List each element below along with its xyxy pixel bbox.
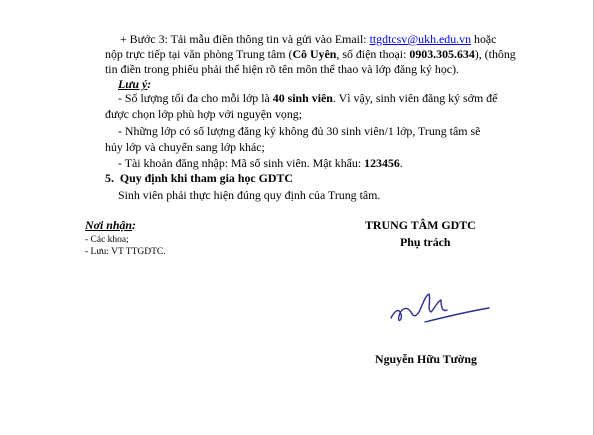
- note-text: .: [399, 156, 403, 170]
- step3-suffix: hoặc: [471, 32, 497, 46]
- org-name: TRUNG TÂM GDTC: [365, 218, 476, 232]
- step3-line-2: [105, 47, 516, 61]
- section-5-body: [118, 188, 380, 202]
- step3-line-1: [120, 32, 496, 46]
- note-item-1-line-2: [105, 107, 302, 121]
- note-item-2-line-1: [118, 124, 480, 138]
- step3-line-3: [105, 62, 459, 76]
- recipient-item: [85, 234, 129, 246]
- role-text: Phụ trách: [400, 235, 451, 249]
- section-number: 5.: [105, 171, 114, 185]
- contact-name: Cô Uyên: [292, 47, 337, 61]
- step3-text: nộp trực tiếp tại văn phòng Trung tâm (: [105, 47, 293, 61]
- note-title: [118, 77, 151, 91]
- step3-text: tin điền trong phiếu phải thể hiện rõ tên môn thể thao và lớp đăng ký học).: [105, 62, 460, 76]
- section-5-heading: [105, 171, 293, 185]
- default-password: 123456: [364, 156, 400, 170]
- step3-prefix: + Bước 3: Tải mẫu điền thông tin và gửi vào Email:: [120, 32, 370, 46]
- recipients-colon: :: [132, 218, 136, 232]
- email-link[interactable]: ttgdtcsv@ukh.edu.vn: [369, 32, 472, 46]
- note-text: được chọn lớp phù hợp với nguyện vọng;: [105, 107, 303, 121]
- recipients-title: [85, 218, 136, 232]
- note-text: . Vì vậy, sinh viên đăng ký sớm để: [332, 91, 498, 105]
- phone-number: 0903.305.634: [409, 47, 475, 61]
- signature-role: [400, 235, 451, 249]
- recipient-item: [85, 246, 166, 258]
- note-text: - Những lớp có số lượng đăng ký không đủ 30 sinh viên/1 lớp, Trung tâm sẽ: [118, 124, 481, 138]
- note-colon: :: [147, 77, 152, 91]
- note-text: hủy lớp và chuyển sang lớp khác;: [105, 140, 265, 154]
- note-text: - Số lượng tối đa cho mỗi lớp là: [118, 91, 273, 105]
- note-title-text: Lưu ý: [118, 77, 148, 91]
- note-item-3: [118, 156, 403, 170]
- step3-text: ), (thông: [474, 47, 516, 61]
- signer-name: [375, 352, 477, 366]
- max-students: 40 sinh viên: [272, 91, 333, 105]
- note-item-1-line-1: [118, 91, 497, 105]
- step3-text: , số điện thoại:: [336, 47, 410, 61]
- section-heading-text: Quy định khi tham gia học GDTC: [119, 171, 293, 185]
- section-body-text: Sinh viên phải thực hiện đúng quy định của Trung tâm.: [118, 188, 381, 202]
- note-text: - Tài khoản đăng nhập: Mã số sinh viên. Mật khẩu:: [118, 156, 365, 170]
- recipient-text: - Các khoa;: [85, 235, 129, 245]
- recipient-text: - Lưu: VT TTGDTC.: [85, 247, 166, 257]
- recipients-title-text: Nơi nhận: [85, 218, 133, 232]
- handwritten-signature: [385, 282, 495, 330]
- note-item-2-line-2: [105, 140, 265, 154]
- signer-name-text: Nguyễn Hữu Tường: [375, 352, 477, 366]
- signature-org: [365, 218, 476, 232]
